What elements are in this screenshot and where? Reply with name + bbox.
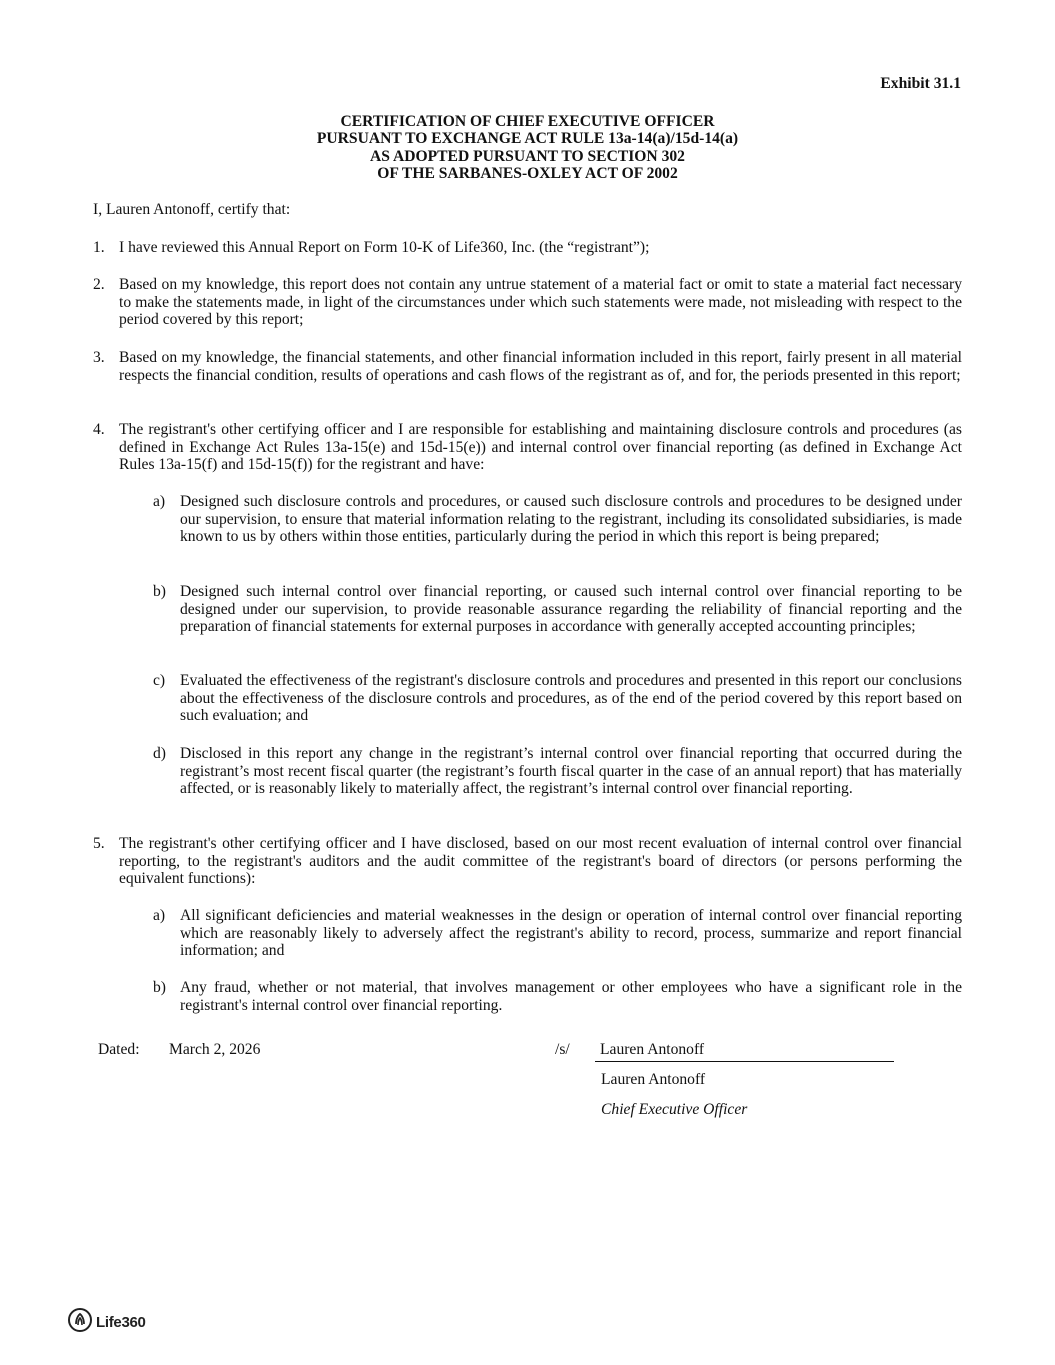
item-text: Based on my knowledge, this report does not contain any untrue statement of a material fact or omit to state a material fact necessary to make the statements made, in light of the circumstances under which such statements were made, not misleading with respect to the period covered by this report; (119, 276, 962, 328)
certification-item-5 (93, 835, 962, 888)
dated-value: March 2, 2026 (169, 1041, 261, 1058)
certification-item-4 (93, 421, 962, 474)
certification-item-2 (93, 276, 962, 329)
title-line: AS ADOPTED PURSUANT TO SECTION 302 (370, 147, 685, 165)
subitem-text: Disclosed in this report any change in the registrant’s internal control over financial reporting that occurred during the registrant’s most recent fiscal quarter (the registrant’s fourth fiscal quarter in the case of an annual report) that has materially affected, or is reasonably likely to materially affect, the registrant’s internal control over financial reporting. (180, 745, 962, 797)
item-number: 1. (93, 239, 105, 256)
certification-item-3 (93, 349, 962, 384)
subitem-5b (153, 979, 962, 1014)
subitem-letter: b) (153, 979, 166, 996)
subitem-text: Designed such disclosure controls and procedures, or caused such disclosure controls and procedures to be designed under our supervision, to ensure that material information relating to the registrant, including its consolidated subsidiaries, is made known to us by others within those entities, particularly during the period in which this report is being prepared; (180, 493, 962, 545)
subitem-4b (153, 583, 962, 636)
subitem-4c (153, 672, 962, 725)
subitem-letter: a) (153, 907, 166, 924)
footer-logo (67, 1307, 146, 1338)
item-text: I have reviewed this Annual Report on Form 10-K of Life360, Inc. (the “registrant”); (119, 239, 650, 256)
subitem-text: Evaluated the effectiveness of the registrant's disclosure controls and procedures and presented in this report our conclusions about the effectiveness of the disclosure controls and procedures, as of the end of the period covered by this report based on such evaluation; and (180, 672, 962, 724)
exhibit-label: Exhibit 31.1 (880, 75, 961, 92)
signer-title: Chief Executive Officer (601, 1101, 748, 1118)
signature-line: Lauren Antonoff (595, 1041, 894, 1062)
intro-statement: I, Lauren Antonoff, certify that: (93, 201, 291, 218)
subitem-5a (153, 907, 962, 960)
signature-block (98, 1041, 898, 1131)
item-number: 2. (93, 276, 105, 293)
subitem-letter: a) (153, 493, 166, 510)
certification-item-1 (93, 239, 962, 257)
logo-wordmark: Life360 (96, 1313, 146, 1331)
item-text: The registrant's other certifying officer and I are responsible for establishing and maintaining disclosure controls and procedures (as defined in Exchange Act Rules 13a-15(e) and 15d-15(e)) and internal control over financial reporting (as defined in Exchange Act Rules 13a-15(f) and 15d-15(f)) for the registrant and have: (119, 421, 962, 473)
item-text: The registrant's other certifying officer and I have disclosed, based on our most recent evaluation of internal control over financial reporting, to the registrant's auditors and the audit committee of the registrant's board of directors (or persons performing the equivalent functions): (119, 835, 962, 887)
subitem-letter: d) (153, 745, 166, 762)
subitem-4a (153, 493, 962, 546)
signature-mark: /s/ (555, 1041, 570, 1058)
subitem-text: Designed such internal control over financial reporting, or caused such internal control over financial reporting to be designed under our supervision, to provide reasonable assurance regarding the reliability of financial reporting and the preparation of financial statements for external purposes in accordance with generally accepted accounting principles; (180, 583, 962, 635)
title-line: OF THE SARBANES-OXLEY ACT OF 2002 (377, 165, 678, 183)
title-line: CERTIFICATION OF CHIEF EXECUTIVE OFFICER (340, 113, 715, 130)
signer-name: Lauren Antonoff (601, 1071, 706, 1088)
item-number: 4. (93, 421, 105, 438)
life360-logo-icon (67, 1307, 93, 1338)
certification-title (0, 113, 1055, 183)
item-number: 5. (93, 835, 105, 852)
subitem-letter: c) (153, 672, 166, 689)
subitem-letter: b) (153, 583, 166, 600)
item-text: Based on my knowledge, the financial statements, and other financial information included in this report, fairly present in all material respects the financial condition, results of operations and cash flows of the registrant as of, and for, the periods presented in this report; (119, 349, 962, 384)
dated-label: Dated: (98, 1041, 140, 1058)
subitem-text: Any fraud, whether or not material, that involves management or other employees who have a significant role in the registrant's internal control over financial reporting. (180, 979, 962, 1014)
subitem-4d (153, 745, 962, 798)
title-line: PURSUANT TO EXCHANGE ACT RULE 13a-14(a)/15d-14(a) (316, 130, 739, 148)
item-number: 3. (93, 349, 105, 366)
subitem-text: All significant deficiencies and material weaknesses in the design or operation of internal control over financial reporting which are reasonably likely to adversely affect the registrant's ability to record, process, summarize and report financial information; and (180, 907, 962, 959)
